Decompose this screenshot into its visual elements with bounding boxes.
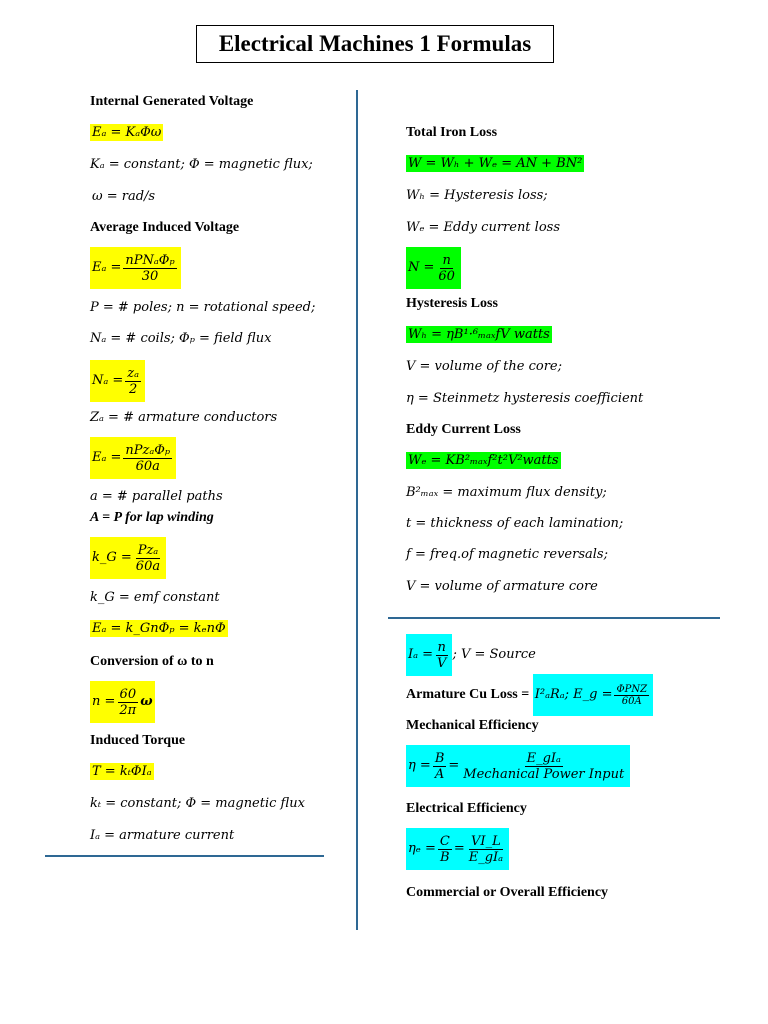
formula-N: N = $\frac{n}{60}$ <box>406 247 461 289</box>
formula-ea-kphi: Eₐ = KₐΦω <box>92 125 162 140</box>
heading-internal-voltage: Internal Generated Voltage <box>90 94 254 109</box>
heading-electrical-efficiency: Electrical Efficiency <box>406 801 527 816</box>
heading-total-iron-loss: Total Iron Loss <box>406 125 498 140</box>
right-section-rule <box>388 617 720 619</box>
heading-overall-efficiency: Commercial or Overall Efficiency <box>406 885 609 900</box>
def-poles-speed: P = # poles; n = rotational speed; <box>90 300 316 315</box>
formula-n: n = $\frac{60}{2\pi}$ ω <box>90 681 155 723</box>
heading-hysteresis-loss: Hysteresis Loss <box>406 296 498 311</box>
def-frequency: f = freq.of magnetic reversals; <box>406 547 608 562</box>
heading-conversion: Conversion of ω to n <box>90 654 214 669</box>
def-armature-current: Iₐ = armature current <box>90 828 235 843</box>
def-emf-constant: k_G = emf constant <box>90 590 220 605</box>
formula-ea-parallel: Eₐ = $\frac{\text{nPzₐΦₚ}}{60a}$ <box>90 437 176 479</box>
page-title: Electrical Machines 1 Formulas <box>196 25 554 63</box>
formula-iron-loss: W = Wₕ + Wₑ = AN + BN² <box>408 156 583 171</box>
formula-ia: Iₐ = $\frac{n}{V}$ ; V = Source <box>406 634 536 676</box>
heading-induced-torque: Induced Torque <box>90 733 186 748</box>
formula-ea-kg: Eₐ = k_GnΦₚ = kₑnΦ <box>92 621 226 636</box>
formula-electrical-efficiency: ηₑ = $\frac{C}{B}$ = $\frac{VI\_L}{\text{E\_gIₐ}}$ <box>406 828 509 870</box>
def-lamination-thickness: t = thickness of each lamination; <box>406 516 624 531</box>
formula-torque: T = kₜΦIₐ <box>92 764 152 779</box>
def-max-flux-density: B²ₘₐₓ = maximum flux density; <box>406 485 607 500</box>
formula-ea-avg: Eₐ = $\frac{\text{nPNₐΦₚ}}{30}$ <box>90 247 181 289</box>
def-kt: kₜ = constant; Φ = magnetic flux <box>90 796 305 811</box>
formula-hysteresis: Wₕ = ηB¹·⁶ₘₐₓfV watts <box>408 327 550 342</box>
def-volume-core: V = volume of the core; <box>406 359 562 374</box>
heading-eddy-current-loss: Eddy Current Loss <box>406 422 521 437</box>
formula-eddy: Wₑ = KB²ₘₐₓf²t²V²watts <box>408 453 559 468</box>
def-omega: ω = rad/s <box>92 189 156 204</box>
formula-kg: k_G = $\frac{\text{Pzₐ}}{60a}$ <box>90 537 166 579</box>
def-coils-field-flux: Nₐ = # coils; Φₚ = field flux <box>90 331 272 346</box>
left-bottom-rule <box>45 855 324 857</box>
formula-na: Nₐ = $\frac{\text{zₐ}}{2}$ <box>90 360 145 402</box>
formula-armature-cu-loss: Armature Cu Loss = I²ₐRₐ; E_g = $\frac{\text{ΦPNZ}}{60A}$ <box>406 674 653 716</box>
heading-average-induced-voltage: Average Induced Voltage <box>90 220 240 235</box>
def-parallel-paths: a = # parallel paths <box>90 489 223 504</box>
def-volume-armature: V = volume of armature core <box>406 579 598 594</box>
def-armature-conductors: Zₐ = # armature conductors <box>90 410 278 425</box>
def-ka-phi: Kₐ = constant; Φ = magnetic flux; <box>90 157 313 172</box>
note-lap-winding: A = P for lap winding <box>90 510 214 525</box>
def-steinmetz: η = Steinmetz hysteresis coefficient <box>406 391 644 406</box>
column-divider <box>356 90 358 930</box>
formula-mechanical-efficiency: η = $\frac{B}{A}$ = $\frac{\text{E\_gIₐ}}{\text{Mechanical Power Input}}$ <box>406 745 630 787</box>
def-eddy-current-loss: Wₑ = Eddy current loss <box>406 220 560 235</box>
heading-mechanical-efficiency: Mechanical Efficiency <box>406 718 539 733</box>
def-hysteresis-loss: Wₕ = Hysteresis loss; <box>406 188 548 203</box>
